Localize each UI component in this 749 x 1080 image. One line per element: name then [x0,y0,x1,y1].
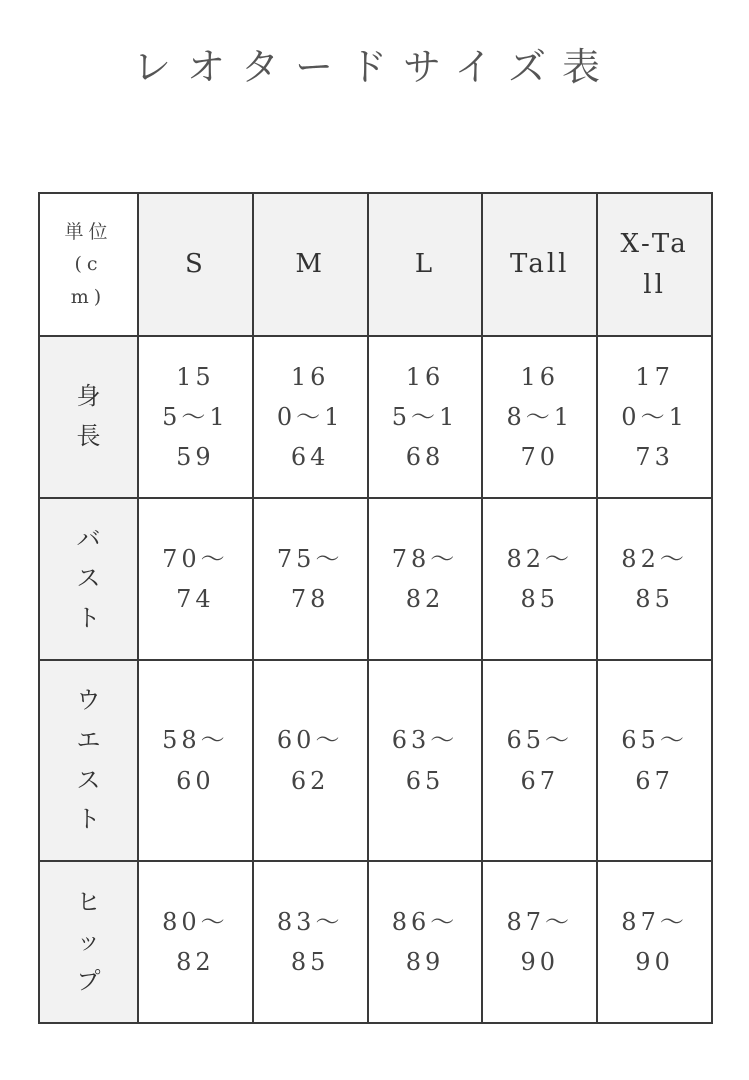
row-label-cell [39,660,138,861]
value-cell [597,498,712,660]
size-header-m [253,193,368,336]
table-header-row [39,193,712,336]
value-cell [597,660,712,861]
cell-value: 170〜173 [621,362,688,472]
size-header-label: Tall [510,249,570,280]
cell-value: 70〜74 [162,544,229,613]
cell-value: 65〜67 [621,726,688,795]
row-label: ウエスト [76,686,101,834]
cell-value: 83〜85 [276,907,344,976]
row-label: バスト [76,524,101,632]
table-row-waist [39,660,712,861]
cell-value: 63〜65 [391,726,459,795]
cell-value: 86〜89 [391,907,459,976]
table-row-height [39,336,712,498]
row-label-cell [39,336,138,498]
cell-value: 78〜82 [391,544,459,613]
table-row-bust [39,498,712,660]
size-header-s [138,193,253,336]
value-cell [138,336,253,498]
value-cell [597,861,712,1023]
cell-value: 65〜67 [506,726,574,795]
page-title: レオタードサイズ表 [133,45,616,89]
cell-value: 168〜170 [506,362,574,472]
size-header-label: L [414,249,436,280]
size-header-label: M [295,249,325,280]
cell-value: 165〜168 [391,362,459,472]
table-row-hip [39,861,712,1023]
cell-value: 155〜159 [162,362,229,472]
row-label: 身長 [76,382,101,450]
value-cell [368,336,483,498]
value-cell [368,861,483,1023]
value-cell [482,660,597,861]
size-header-x-tall [597,193,712,336]
cell-value: 60〜62 [276,726,344,795]
value-cell [253,498,368,660]
value-cell [253,660,368,861]
unit-label: 単位(cm) [64,221,113,308]
unit-label-cell [39,193,138,336]
value-cell [253,861,368,1023]
size-header-tall [482,193,597,336]
value-cell [138,861,253,1023]
size-header-label: S [184,249,206,280]
cell-value: 82〜85 [621,544,688,613]
cell-value: 75〜78 [276,544,344,613]
size-chart-table [38,192,713,1024]
value-cell [368,498,483,660]
value-cell [597,336,712,498]
value-cell [253,336,368,498]
cell-value: 58〜60 [162,726,229,795]
value-cell [482,336,597,498]
cell-value: 87〜90 [621,907,688,976]
cell-value: 160〜164 [276,362,344,472]
row-label-cell [39,498,138,660]
cell-value: 87〜90 [506,907,574,976]
value-cell [368,660,483,861]
value-cell [482,861,597,1023]
row-label: ヒップ [76,887,101,995]
cell-value: 82〜85 [506,544,574,613]
size-header-l [368,193,483,336]
row-label-cell [39,861,138,1023]
value-cell [138,660,253,861]
cell-value: 80〜82 [162,907,229,976]
value-cell [482,498,597,660]
size-header-label: X-Tall [620,229,689,300]
value-cell [138,498,253,660]
